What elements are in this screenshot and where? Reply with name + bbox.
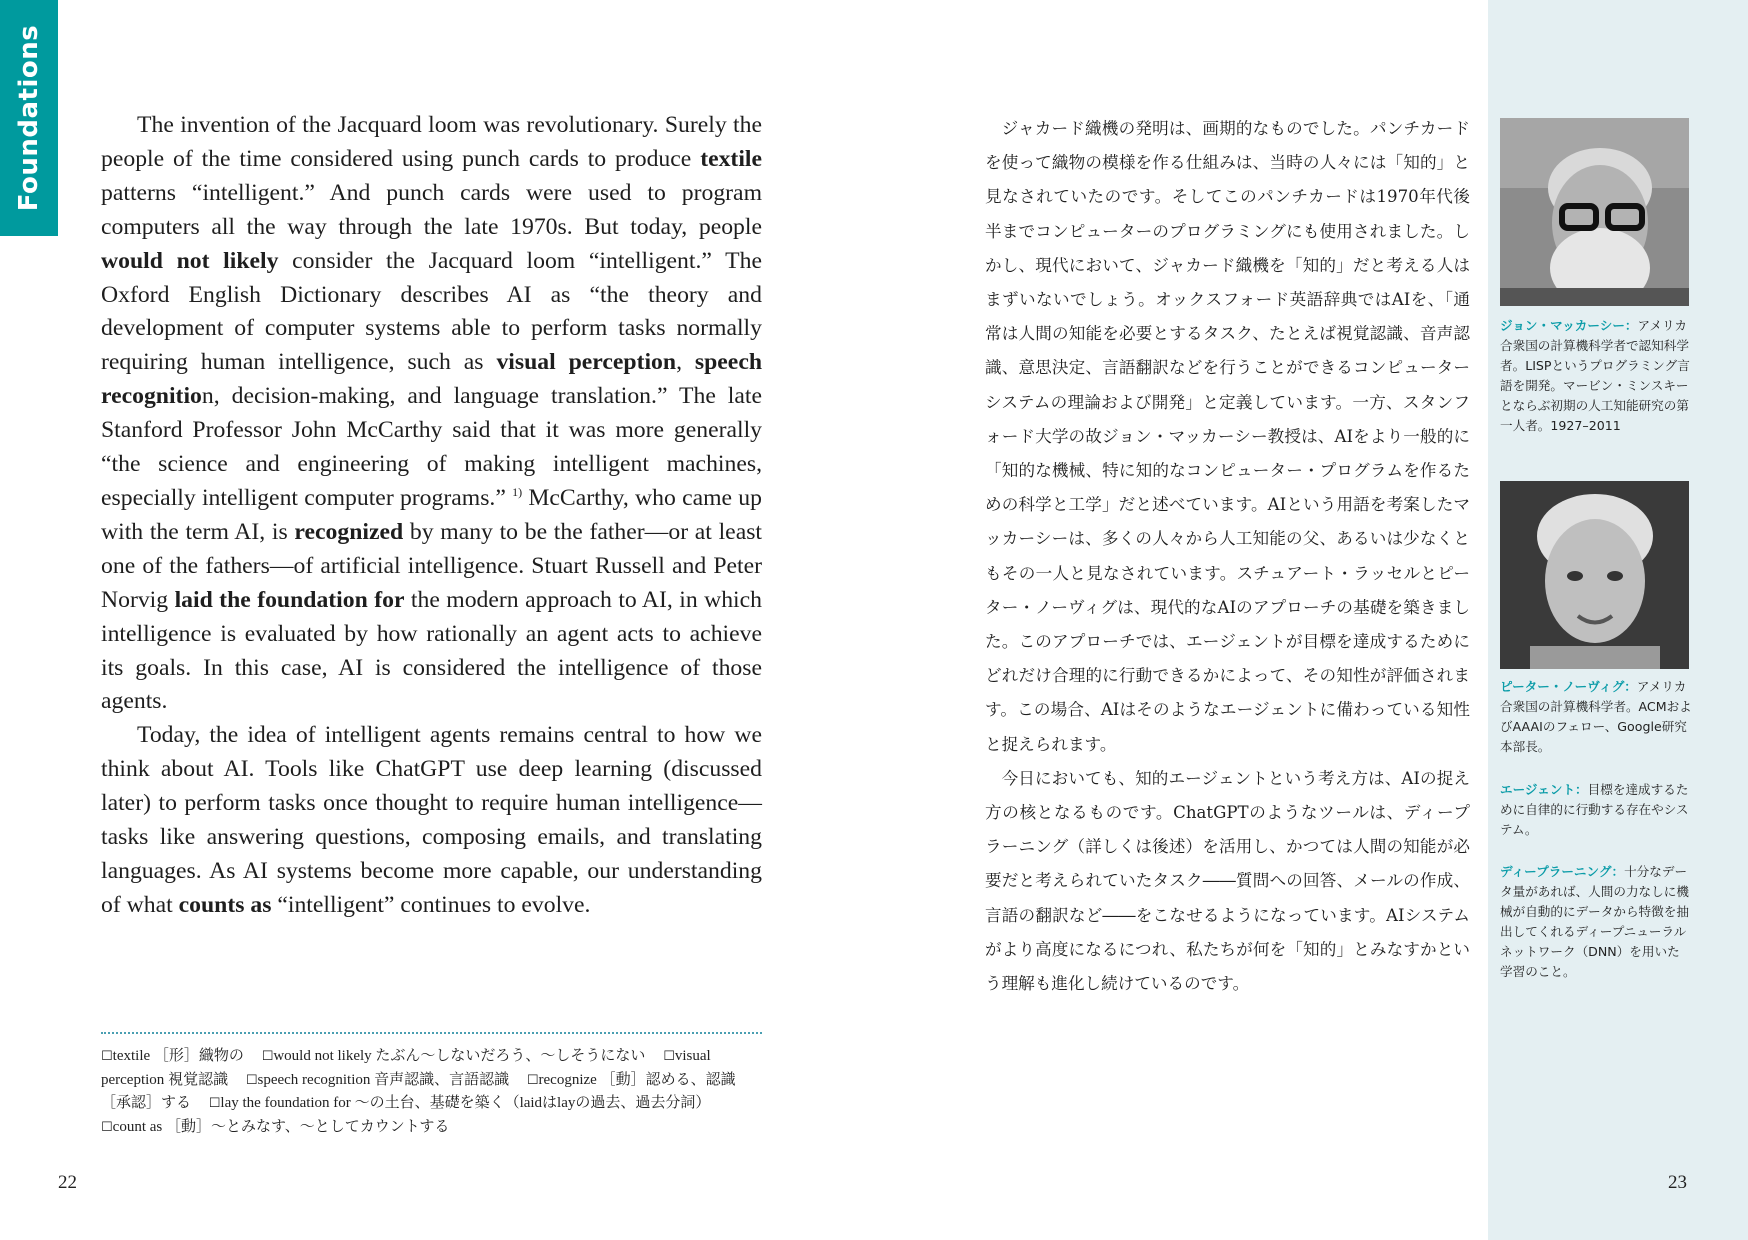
japanese-paragraph: ジャカード織機の発明は、画期的なものでした。パンチカードを使って織物の模様を作る仕組みは、当時の人々には「知的」と見なされていたのです。そしてこのパンチカードは1970年代後半までコンピューターのプログラミングにも使用されました。しかし、現代において、ジャカード織機を「知的」だと考える人はまずいないでしょう。オックスフォード英語辞典ではAIを、「通常は人間の知能を必要とするタスク、たとえば視覚認識、音声認識、意思決定、言語翻訳などを行うことができるコンピューターシステムの理論および開発」と定義しています。一方、スタンフォード大学の故ジョン・マッカーシー教授は、AIをより一般的に「知的な機械、特に知的なコンピューター・プログラムを作るための科学と工学」だと述べています。AIという用語を考案したマッカーシーは、多くの人々から人工知能の父、あるいは少なくともその一人と見なされています。スチュアート・ラッセルとピーター・ノーヴィグは、現代的なAIのアプローチの基礎を築きました。このアプローチでは、エージェントが目標を達成するためにどれだけ合理的に行動できるかによって、その知性が評価されます。この場合、AIはそのようなエージェントに備わっている知性と捉えられます。	[985, 119, 1470, 754]
vocab-item	[209, 1095, 711, 1111]
vocab-part-of-speech: ［動］	[165, 1118, 211, 1135]
vocab-term: textile	[112, 1048, 154, 1064]
text-run: consider the Jacquard loom “intelligent.” The Oxford English Dictionary describes AI as “the theory and development of computer systems able to perform tasks normally requiring human intelligence, such as	[101, 247, 763, 376]
vocab-highlight: textile	[700, 145, 762, 172]
vocab-term: recognize	[538, 1071, 601, 1088]
vocab-highlight: visual perception	[496, 349, 677, 376]
portrait-image	[1500, 481, 1689, 669]
vocabulary-list	[101, 1045, 762, 1139]
vocab-term: lay the foundation for	[220, 1095, 355, 1111]
vocab-meaning: 〜の土台、基礎を築く（laidはlayの過去、過去分詞）	[354, 1095, 711, 1111]
text-run: ,	[676, 349, 695, 376]
page-number-left: 22	[58, 1172, 77, 1193]
page-number-right: 23	[1668, 1172, 1687, 1193]
text-run: “intelligent” continues to evolve.	[271, 891, 591, 918]
vocab-part-of-speech: ［動］	[600, 1071, 646, 1088]
vocab-meaning: 認める、認識［承認］する	[101, 1071, 736, 1111]
vocab-highlight: recognized	[294, 518, 404, 545]
checkbox-icon: ☐	[101, 1119, 113, 1135]
note-agent	[1500, 780, 1692, 840]
vocab-term: speech recognition	[257, 1071, 375, 1088]
vocab-highlight: laid the foundation for	[174, 586, 405, 613]
vocab-highlight: would not likely	[101, 247, 279, 274]
note-john-mccarthy	[1500, 316, 1692, 436]
portrait-peter-norvig	[1500, 481, 1689, 669]
vocab-divider	[101, 1032, 762, 1034]
note-text: アメリカ合衆国の計算機科学者。ACMおよびAAAIのフェロー、Google研究本部長。	[1500, 679, 1692, 754]
checkbox-icon: ☐	[245, 1072, 258, 1088]
vocab-meaning: たぶん〜しないだろう、〜しそうにない	[375, 1048, 646, 1064]
english-paragraph	[101, 719, 762, 922]
footnote-ref: 1)	[512, 485, 523, 500]
checkbox-icon: ☐	[261, 1049, 274, 1064]
english-body-text	[101, 109, 762, 923]
vocab-item	[101, 1119, 449, 1135]
japanese-body-text	[985, 112, 1470, 1001]
vocab-part-of-speech: ［形］	[153, 1048, 199, 1064]
note-text: アメリカ合衆国の計算機科学者で認知科学者。LISPというプログラミング言語を開発。マービン・ミンスキーとならぶ初期の人工知能研究の第一人者。1927–2011	[1500, 318, 1690, 433]
note-term: ピーター・ノーヴィグ：	[1500, 679, 1637, 694]
checkbox-icon: ☐	[208, 1096, 221, 1111]
note-term: ジョン・マッカーシー：	[1500, 318, 1638, 333]
note-text: 十分なデータ量があれば、人間の力なしに機械が自動的にデータから特徴を抽出してくれるディープニューラルネットワーク（DNN）を用いた学習のこと。	[1500, 864, 1689, 979]
english-paragraph	[101, 109, 762, 719]
text-run: n, decision-making, and language translation.” The late Stanford Professor John McCarthy said that it was more generally “the science and engineering of making intelligent machines, especially intelligent computer programs.”	[101, 383, 762, 511]
vocab-term: count as	[112, 1118, 166, 1135]
checkbox-icon: ☐	[663, 1049, 675, 1064]
checkbox-icon: ☐	[101, 1049, 113, 1064]
vocab-meaning: 〜とみなす、〜としてカウントする	[211, 1118, 450, 1135]
text-run: the modern approach to AI, in which intelligence is evaluated by how rationally an agent acts to achieve its goals. In this case, AI is considered the intelligence of those agents.	[101, 586, 762, 715]
vocab-term: visual perception	[101, 1048, 711, 1088]
portrait-john-mccarthy	[1500, 118, 1689, 306]
text-run: The invention of the Jacquard loom was revolutionary. Surely the people of the time considered using punch cards to produce	[101, 112, 762, 172]
vocab-item	[246, 1072, 509, 1088]
vocab-highlight: speech recognitio	[101, 349, 763, 410]
vocab-meaning: 視覚認識	[168, 1071, 229, 1088]
note-peter-norvig	[1500, 677, 1692, 757]
vocab-meaning: 音声認識、言語認識	[374, 1071, 510, 1088]
note-term: エージェント：	[1500, 782, 1588, 797]
section-tab	[0, 0, 58, 236]
note-term: ディープラーニング：	[1500, 864, 1625, 879]
text-run: patterns “intelligent.” And punch cards were used to program computers all the way through the late 1970s. But today, people	[101, 179, 762, 240]
checkbox-icon: ☐	[526, 1072, 539, 1088]
text-run: McCarthy, who came up with the term AI, is	[101, 484, 762, 545]
vocab-item	[262, 1048, 646, 1064]
text-run: by many to be the father—or at least one of the fathers—of artificial intelligence. Stuart Russell and Peter Norvig	[101, 518, 763, 613]
section-tab-label: Foundations	[14, 24, 44, 212]
note-text: 目標を達成するために自律的に行動する存在やシステム。	[1500, 782, 1689, 837]
portrait-image	[1500, 118, 1689, 306]
vocab-meaning: 織物の	[198, 1048, 244, 1064]
note-deep-learning	[1500, 862, 1692, 982]
text-run: Today, the idea of intelligent agents remains central to how we think about AI. Tools like ChatGPT use deep learning (discussed later) to perform tasks once thought to require human intelligence—tasks like answering questions, composing emails, and translating languages. As AI systems become more capable, our understanding of what	[101, 722, 762, 918]
japanese-paragraph: 今日においても、知的エージェントという考え方は、AIの捉え方の核となるものです。ChatGPTのようなツールは、ディープラーニング（詳しくは後述）を活用し、かつては人間の知能が必要だと考えられていたタスク――質問への回答、メールの作成、言語の翻訳など――をこなせるようになっています。AIシステムがより高度になるにつれ、私たちが何を「知的」とみなすかという理解も進化し続けているのです。	[985, 768, 1470, 994]
vocab-highlight: counts as	[178, 891, 272, 918]
vocab-item	[101, 1048, 244, 1064]
vocab-term: would not likely	[273, 1048, 376, 1064]
